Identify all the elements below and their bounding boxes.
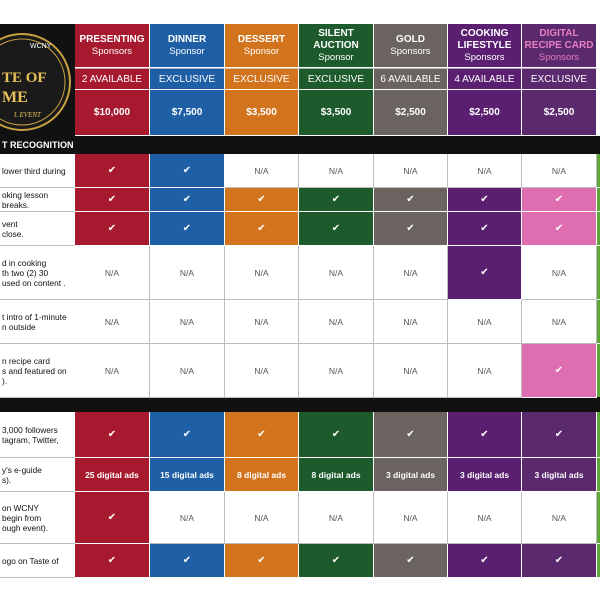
- digital-ads-cell: 3 digital ads: [448, 458, 522, 492]
- column-name: DESSERT: [237, 33, 286, 45]
- benefit-label: vent close.: [0, 212, 75, 246]
- availability-label: 2 AVAILABLE: [75, 68, 150, 90]
- column-subtitle: Sponsor: [318, 51, 354, 63]
- not-available-cell: N/A: [75, 300, 150, 344]
- column-header-6: [448, 24, 522, 68]
- check-cell: ✔: [299, 188, 374, 212]
- availability-label: 6 AVAILABLE: [374, 68, 448, 90]
- column-name: GOLD: [396, 33, 425, 45]
- not-available-cell: N/A: [225, 246, 299, 300]
- digital-ads-cell: 15 digital ads: [150, 458, 225, 492]
- benefit-label: 3,000 followers tagram, Twitter,: [0, 412, 75, 458]
- check-cell: ✔: [448, 188, 522, 212]
- column-subtitle: Sponsors: [464, 51, 505, 63]
- check-cell: ✔: [448, 412, 522, 458]
- column-header-2: [150, 24, 225, 68]
- check-cell: ✔: [75, 492, 150, 544]
- not-available-cell: N/A: [448, 344, 522, 398]
- check-cell: ✔: [225, 544, 299, 578]
- benefit-label: ogo on Taste of: [0, 544, 75, 578]
- not-available-cell: N/A: [374, 344, 448, 398]
- check-cell: ✔: [522, 344, 597, 398]
- column-name: DINNER: [167, 33, 207, 45]
- benefit-label: lower third during: [0, 154, 75, 188]
- column-header-4: [299, 24, 374, 68]
- section-divider: [0, 396, 600, 412]
- not-available-cell: N/A: [75, 246, 150, 300]
- not-available-cell: N/A: [448, 492, 522, 544]
- section-header: T RECOGNITION: [0, 136, 600, 154]
- check-cell: ✔: [150, 412, 225, 458]
- not-available-cell: N/A: [150, 300, 225, 344]
- check-cell: ✔: [75, 412, 150, 458]
- column-subtitle: Sponsor: [243, 45, 280, 57]
- check-cell: ✔: [522, 412, 597, 458]
- check-cell: ✔: [150, 544, 225, 578]
- availability-label: EXCLUSIVE: [299, 68, 374, 90]
- not-available-cell: N/A: [522, 492, 597, 544]
- digital-ads-cell: 3 digital ads: [522, 458, 597, 492]
- price-label: $10,000: [75, 90, 150, 136]
- price-label: $2,500: [374, 90, 448, 136]
- check-cell: ✔: [225, 412, 299, 458]
- check-cell: ✔: [75, 544, 150, 578]
- check-cell: ✔: [522, 212, 597, 246]
- check-cell: ✔: [75, 154, 150, 188]
- check-cell: ✔: [150, 154, 225, 188]
- digital-ads-cell: 8 digital ads: [225, 458, 299, 492]
- check-cell: ✔: [374, 412, 448, 458]
- not-available-cell: N/A: [299, 300, 374, 344]
- benefit-label: y's e-guide s).: [0, 458, 75, 492]
- availability-label: 4 AVAILABLE: [448, 68, 522, 90]
- taste-of-home-logo: [0, 24, 75, 136]
- check-cell: ✔: [448, 246, 522, 300]
- check-cell: ✔: [374, 544, 448, 578]
- check-cell: ✔: [225, 188, 299, 212]
- not-available-cell: N/A: [299, 246, 374, 300]
- check-cell: ✔: [374, 188, 448, 212]
- not-available-cell: N/A: [225, 154, 299, 188]
- price-label: $7,500: [150, 90, 225, 136]
- not-available-cell: N/A: [522, 246, 597, 300]
- not-available-cell: N/A: [225, 300, 299, 344]
- logo-brand: WCNY: [30, 43, 52, 50]
- benefit-label: oking lesson breaks.: [0, 188, 75, 212]
- benefit-label: d in cooking th two (2) 30 used on content .: [0, 246, 75, 300]
- not-available-cell: N/A: [448, 154, 522, 188]
- not-available-cell: N/A: [225, 492, 299, 544]
- check-cell: ✔: [150, 188, 225, 212]
- not-available-cell: N/A: [374, 300, 448, 344]
- not-available-cell: N/A: [299, 492, 374, 544]
- check-cell: ✔: [448, 212, 522, 246]
- price-label: $3,500: [299, 90, 374, 136]
- benefit-label: t intro of 1-minute n outside: [0, 300, 75, 344]
- not-available-cell: N/A: [150, 492, 225, 544]
- column-subtitle: Sponsors: [538, 51, 580, 63]
- check-cell: ✔: [522, 188, 597, 212]
- not-available-cell: N/A: [374, 246, 448, 300]
- availability-label: EXCLUSIVE: [225, 68, 299, 90]
- check-cell: ✔: [150, 212, 225, 246]
- check-cell: ✔: [75, 212, 150, 246]
- check-cell: ✔: [299, 412, 374, 458]
- not-available-cell: N/A: [299, 344, 374, 398]
- not-available-cell: N/A: [150, 246, 225, 300]
- price-label: $3,500: [225, 90, 299, 136]
- price-label: $2,500: [448, 90, 522, 136]
- not-available-cell: N/A: [448, 300, 522, 344]
- check-cell: ✔: [299, 544, 374, 578]
- not-available-cell: N/A: [374, 154, 448, 188]
- check-cell: ✔: [225, 212, 299, 246]
- check-cell: ✔: [299, 212, 374, 246]
- logo-line2: ME: [2, 89, 28, 106]
- logo-line1: TE OF: [2, 70, 47, 86]
- column-name: PRESENTING: [79, 33, 145, 45]
- logo-emblem-icon: [0, 24, 75, 136]
- availability-label: EXCLUSIVE: [150, 68, 225, 90]
- not-available-cell: N/A: [522, 154, 597, 188]
- column-subtitle: Sponsor: [169, 45, 205, 57]
- check-cell: ✔: [522, 544, 597, 578]
- column-header-3: [225, 24, 299, 68]
- column-header-1: [75, 24, 150, 68]
- not-available-cell: N/A: [225, 344, 299, 398]
- benefit-label: on WCNY begin from ough event).: [0, 492, 75, 544]
- not-available-cell: N/A: [522, 300, 597, 344]
- benefit-label: n recipe card s and featured on ).: [0, 344, 75, 398]
- check-cell: ✔: [75, 188, 150, 212]
- not-available-cell: N/A: [150, 344, 225, 398]
- digital-ads-cell: 25 digital ads: [75, 458, 150, 492]
- logo-line3: L EVENT: [14, 111, 41, 119]
- check-cell: ✔: [374, 212, 448, 246]
- not-available-cell: N/A: [374, 492, 448, 544]
- column-header-5: [374, 24, 448, 68]
- digital-ads-cell: 8 digital ads: [299, 458, 374, 492]
- availability-label: EXCLUSIVE: [522, 68, 597, 90]
- column-subtitle: Sponsors: [91, 45, 133, 57]
- price-label: $2,500: [522, 90, 597, 136]
- not-available-cell: N/A: [299, 154, 374, 188]
- column-name: DIGITAL RECIPE CARD: [524, 27, 594, 51]
- not-available-cell: N/A: [75, 344, 150, 398]
- check-cell: ✔: [448, 544, 522, 578]
- column-name: SILENT AUCTION: [313, 27, 359, 51]
- column-header-7: [522, 24, 597, 68]
- column-name: COOKING LIFESTYLE: [457, 27, 512, 51]
- column-subtitle: Sponsors: [390, 45, 431, 57]
- digital-ads-cell: 3 digital ads: [374, 458, 448, 492]
